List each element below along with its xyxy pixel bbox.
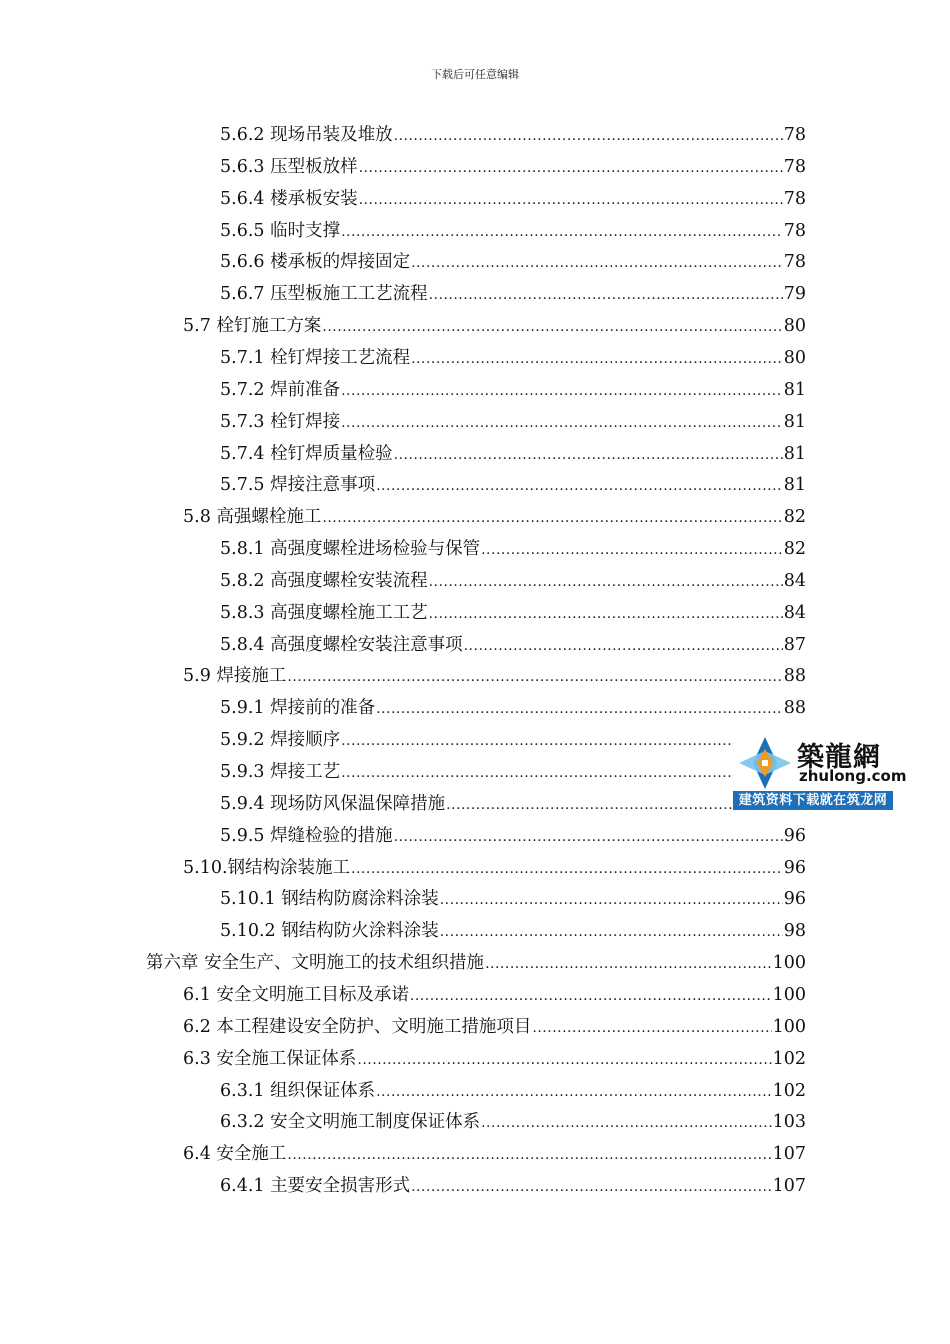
toc-leader-dots xyxy=(341,375,783,407)
toc-leader-dots xyxy=(429,566,783,598)
toc-entry-label: 5.7.1 栓钉焊接工艺流程 xyxy=(220,347,411,368)
toc-entry-label: 6.1 安全文明施工目标及承诺 xyxy=(183,984,409,1005)
toc-leader-dots xyxy=(410,980,772,1012)
toc-entry-label: 5.6.6 楼承板的焊接固定 xyxy=(220,252,411,273)
toc-entry[interactable] xyxy=(183,310,806,342)
toc-leader-dots xyxy=(485,948,772,980)
toc-leader-dots xyxy=(481,534,783,566)
toc-leader-dots xyxy=(322,311,782,343)
toc-entry-label: 5.6.3 压型板放样 xyxy=(220,156,358,177)
toc-entry-label: 5.8 高强螺栓施工 xyxy=(183,507,322,528)
toc-entry-page: 84 xyxy=(783,570,806,591)
toc-entry-label: 5.7.4 栓钉焊质量检验 xyxy=(220,443,393,464)
toc-entry-label: 6.3 安全施工保证体系 xyxy=(183,1048,357,1069)
toc-entry-label: 5.10.1 钢结构防腐涂料涂装 xyxy=(220,889,439,910)
toc-entry[interactable] xyxy=(220,438,806,470)
toc-leader-dots xyxy=(287,1139,771,1171)
toc-entry-label: 5.9 焊接施工 xyxy=(183,666,287,687)
toc-entry-page: 82 xyxy=(783,507,806,528)
toc-entry[interactable] xyxy=(220,533,806,565)
toc-entry-label: 5.7.3 栓钉焊接 xyxy=(220,411,341,432)
toc-entry[interactable] xyxy=(220,788,806,820)
toc-leader-dots xyxy=(411,343,783,375)
toc-entry-page: 88 xyxy=(783,666,806,687)
logo-slogan: 建筑资料下载就在筑龙网 xyxy=(733,791,893,810)
toc-entry-page: 78 xyxy=(783,188,806,209)
toc-leader-dots xyxy=(287,661,782,693)
toc-entry-label: 5.6.7 压型板施工工艺流程 xyxy=(220,284,428,305)
toc-entry-label: 第六章 安全生产、文明施工的技术组织措施 xyxy=(146,953,485,974)
toc-entry[interactable] xyxy=(183,852,806,884)
toc-entry[interactable] xyxy=(220,756,806,788)
logo-name: 築龍網 xyxy=(797,742,881,773)
toc-entry-page: 78 xyxy=(783,125,806,145)
toc-entry-page: 102 xyxy=(772,1080,806,1101)
toc-leader-dots xyxy=(429,279,783,311)
toc-entry-label: 6.3.2 安全文明施工制度保证体系 xyxy=(220,1112,481,1133)
toc-entry-label: 5.6.4 楼承板安装 xyxy=(220,188,358,209)
toc-entry-label: 5.8.4 高强度螺栓安装注意事项 xyxy=(220,634,463,655)
toc-entry-label: 5.9.4 现场防风保温保障措施 xyxy=(220,793,446,814)
toc-entry-page: 98 xyxy=(783,921,806,942)
toc-entry-page: 78 xyxy=(783,156,806,177)
toc-entry-page: 84 xyxy=(783,602,806,623)
toc-entry[interactable] xyxy=(220,215,806,247)
toc-leader-dots xyxy=(440,884,783,916)
toc-entry-label: 5.10.2 钢结构防火涂料涂装 xyxy=(220,921,439,942)
toc-leader-dots xyxy=(322,502,782,534)
toc-entry[interactable] xyxy=(220,565,806,597)
toc-entry-label: 6.4.1 主要安全损害形式 xyxy=(220,1176,411,1197)
toc-entry[interactable] xyxy=(220,278,806,310)
toc-entry-page: 81 xyxy=(783,411,806,432)
toc-entry-page: 100 xyxy=(772,1016,806,1037)
toc-entry-label: 5.7.5 焊接注意事项 xyxy=(220,475,376,496)
toc-leader-dots xyxy=(481,1107,772,1139)
toc-entry-page: 81 xyxy=(783,475,806,496)
toc-entry-label: 6.3.1 组织保证体系 xyxy=(220,1080,376,1101)
toc-entry-label: 5.9.1 焊接前的准备 xyxy=(220,698,376,719)
toc-entry[interactable] xyxy=(220,629,806,661)
zhulong-logo xyxy=(733,733,907,811)
toc-leader-dots xyxy=(429,598,783,630)
toc-entry-page: 79 xyxy=(783,284,806,305)
toc-leader-dots xyxy=(341,216,783,248)
toc-leader-dots xyxy=(464,630,783,662)
toc-entry-label: 5.8.2 高强度螺栓安装流程 xyxy=(220,570,428,591)
toc-leader-dots xyxy=(357,1044,771,1076)
toc-entry[interactable] xyxy=(220,246,806,278)
toc-entry-page: 80 xyxy=(783,316,806,337)
toc-entry[interactable] xyxy=(220,183,806,215)
toc-entry-label: 5.6.5 临时支撑 xyxy=(220,220,341,241)
toc-leader-dots xyxy=(411,1171,772,1203)
toc-entry-page: 103 xyxy=(772,1112,806,1133)
toc-entry-label: 5.9.2 焊接顺序 xyxy=(220,730,341,751)
toc-entry[interactable] xyxy=(220,374,806,406)
toc-entry[interactable] xyxy=(220,119,806,151)
toc-entry-page: 96 xyxy=(783,889,806,910)
toc-entry-page: 78 xyxy=(783,220,806,241)
toc-entry-page: 100 xyxy=(772,953,806,974)
toc-entry-label: 5.7 栓钉施工方案 xyxy=(183,316,322,337)
toc-entry[interactable] xyxy=(220,406,806,438)
toc-entry-page: 96 xyxy=(783,825,806,846)
toc-entry[interactable] xyxy=(146,947,806,979)
toc-entry[interactable] xyxy=(183,501,806,533)
toc-entry-page: 96 xyxy=(783,857,806,878)
toc-entry-label: 5.6.2 现场吊装及堆放 xyxy=(220,125,393,145)
toc-entry[interactable] xyxy=(220,724,806,756)
toc-entry[interactable] xyxy=(183,1011,806,1043)
toc-entry-page: 102 xyxy=(772,1048,806,1069)
toc-leader-dots xyxy=(394,120,783,152)
toc-entry-label: 6.4 安全施工 xyxy=(183,1144,287,1165)
toc-entry-page: 107 xyxy=(772,1176,806,1197)
toc-entry[interactable] xyxy=(183,1138,806,1170)
toc-entry-page: 81 xyxy=(783,379,806,400)
toc-entry[interactable] xyxy=(220,883,806,915)
toc-entry-page: 107 xyxy=(772,1144,806,1165)
toc-entry-page: 88 xyxy=(783,698,806,719)
toc-entry[interactable] xyxy=(220,915,806,947)
toc-entry-label: 6.2 本工程建设安全防护、文明施工措施项目 xyxy=(183,1016,532,1037)
toc-entry[interactable] xyxy=(220,342,806,374)
toc-leader-dots xyxy=(376,1076,772,1108)
toc-entry[interactable] xyxy=(183,1043,806,1075)
toc-entry[interactable] xyxy=(220,597,806,629)
toc-leader-dots xyxy=(351,853,783,885)
toc-entry-label: 5.8.1 高强度螺栓进场检验与保管 xyxy=(220,539,481,560)
toc-entry[interactable] xyxy=(220,820,806,852)
toc-leader-dots xyxy=(394,821,783,853)
toc-entry-label: 5.9.3 焊接工艺 xyxy=(220,762,341,782)
toc-entry[interactable] xyxy=(220,469,806,501)
toc-entry-label: 5.9.5 焊缝检验的措施 xyxy=(220,825,393,846)
toc-leader-dots xyxy=(440,916,783,948)
toc-leader-dots xyxy=(359,184,783,216)
toc-leader-dots xyxy=(394,439,783,471)
toc-leader-dots xyxy=(411,247,783,279)
toc-leader-dots xyxy=(532,1012,771,1044)
toc-leader-dots xyxy=(376,693,783,725)
toc-entry[interactable] xyxy=(220,151,806,183)
toc-entry-page: 82 xyxy=(783,539,806,560)
toc-leader-dots xyxy=(376,470,783,502)
toc-entry-page: 81 xyxy=(783,443,806,464)
toc-entry[interactable] xyxy=(183,979,806,1011)
toc-entry[interactable] xyxy=(220,692,806,724)
toc-entry[interactable] xyxy=(220,1075,806,1107)
toc-entry-label: 5.8.3 高强度螺栓施工工艺 xyxy=(220,602,428,623)
toc-entry[interactable] xyxy=(183,660,806,692)
toc-entry[interactable] xyxy=(220,1170,806,1202)
page-header: 下载后可任意编辑 xyxy=(431,68,519,81)
toc-leader-dots xyxy=(359,152,783,184)
toc-entry-page: 87 xyxy=(783,634,806,655)
toc-entry-page: 100 xyxy=(772,984,806,1005)
toc-entry-page: 80 xyxy=(783,347,806,368)
toc-entry[interactable] xyxy=(220,1106,806,1138)
zhulong-emblem-icon xyxy=(737,735,793,791)
toc-entry-page: 78 xyxy=(783,252,806,273)
toc-entry-label: 5.10.钢结构涂装施工 xyxy=(183,857,351,878)
toc-leader-dots xyxy=(341,407,783,439)
logo-domain: zhulong.com xyxy=(799,767,907,785)
toc-entry-label: 5.7.2 焊前准备 xyxy=(220,379,341,400)
